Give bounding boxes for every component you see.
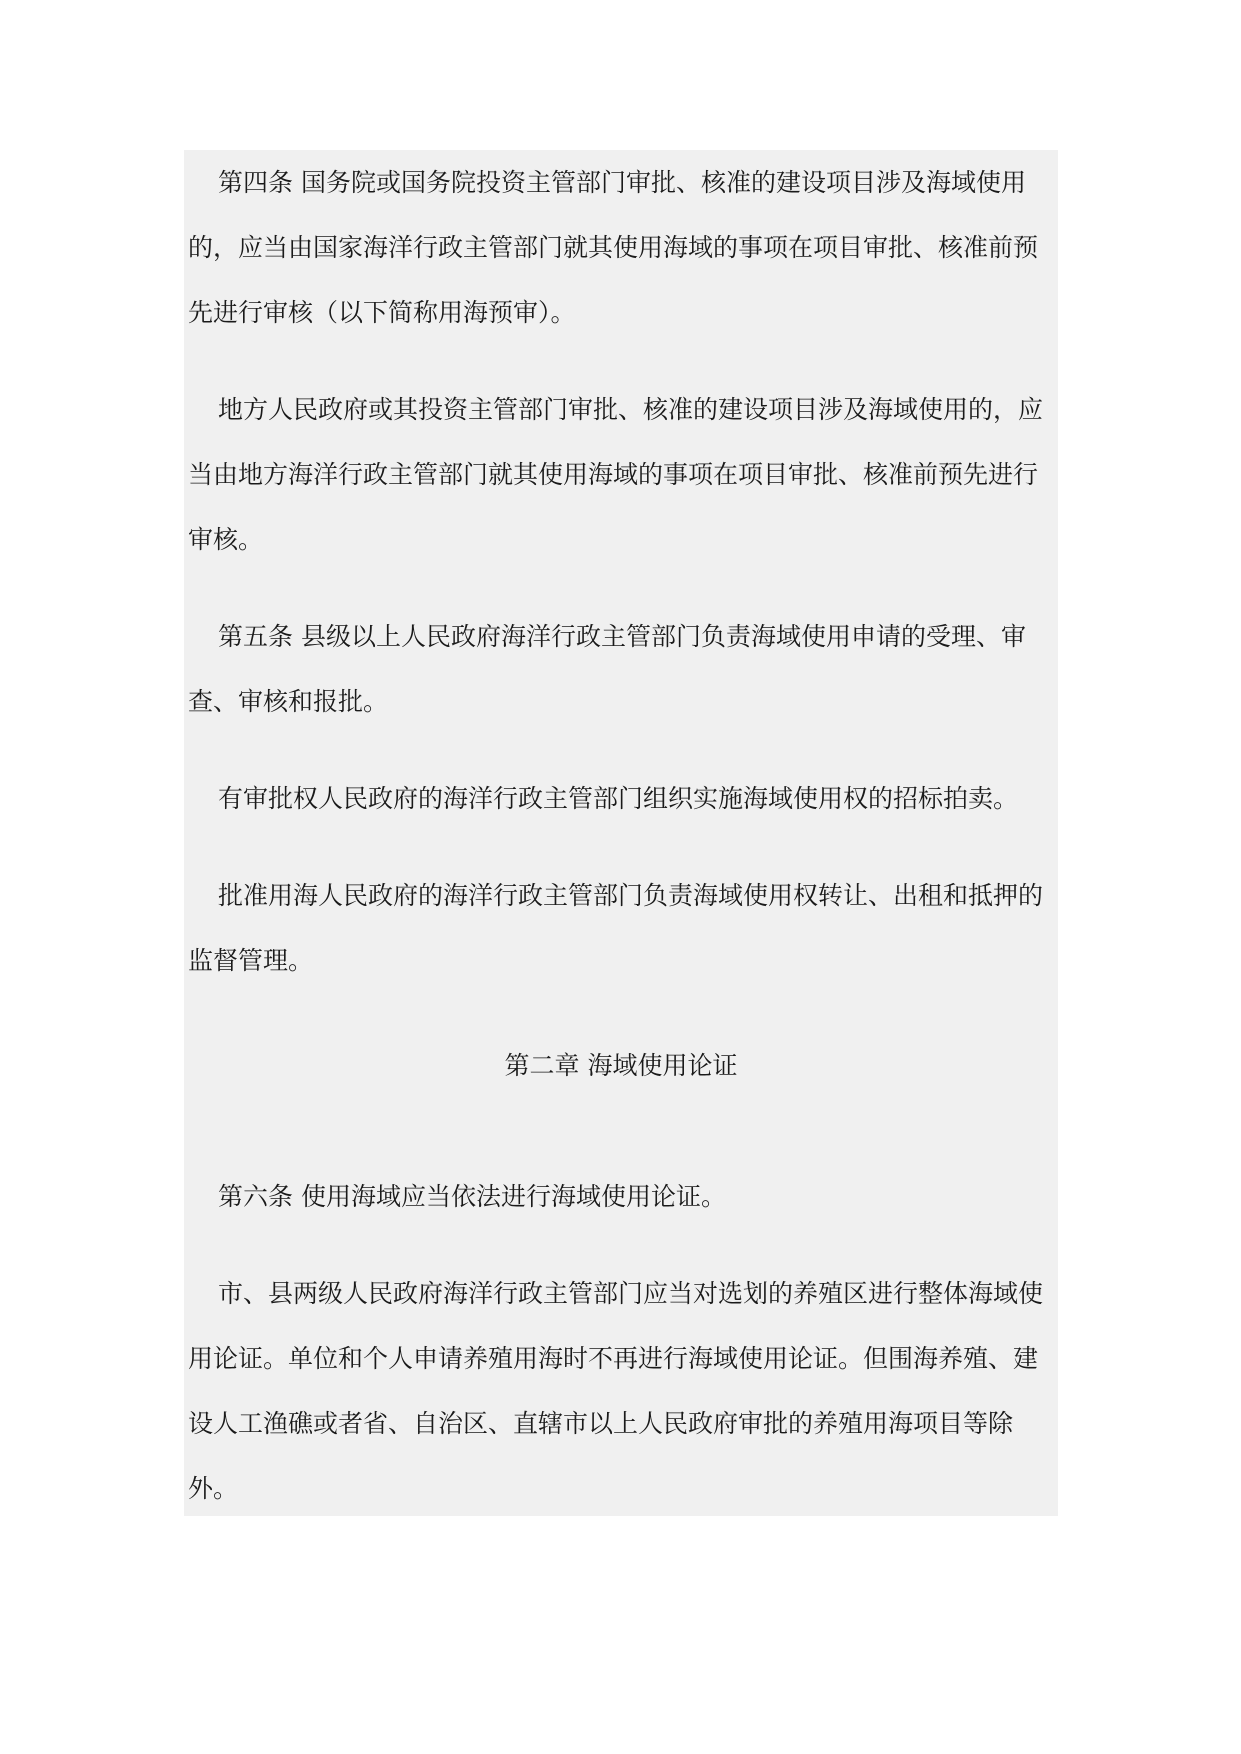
paragraph-gap [188,1229,1054,1261]
article-5-supervision-paragraph: 批准用海人民政府的海洋行政主管部门负责海域使用权转让、出租和抵押的监督管理。 [188,881,1044,975]
document-text-block [184,150,1058,1516]
article-5-bidding-paragraph: 有审批权人民政府的海洋行政主管部门组织实施海域使用权的招标拍卖。 [218,784,1019,813]
article-4-local-paragraph: 地方人民政府或其投资主管部门审批、核准的建设项目涉及海域使用的，应当由地方海洋行政主管部门就其使用海域的事项在项目审批、核准前预先进行审核。 [188,395,1044,554]
paragraph-gap [188,572,1054,604]
paragraph-gap [188,734,1054,766]
chapter-title: 第二章 海域使用论证 [504,1051,738,1080]
chapter-gap [188,1098,1054,1164]
article-4-paragraph: 第四条 国务院或国务院投资主管部门审批、核准的建设项目涉及海域使用的，应当由国家海洋行政主管部门就其使用海域的事项在项目审批、核准前预先进行审核（以下简称用海预审）。 [188,168,1039,327]
article-6-paragraph: 第六条 使用海域应当依法进行海域使用论证。 [218,1182,726,1211]
article-6-aquaculture-paragraph: 市、县两级人民政府海洋行政主管部门应当对选划的养殖区进行整体海域使用论证。单位和个人申请养殖用海时不再进行海域使用论证。但围海养殖、建设人工渔礁或者省、自治区、直辖市以上人民政府审批的养殖用海项目等除外。 [188,1279,1044,1503]
article-5-paragraph: 第五条 县级以上人民政府海洋行政主管部门负责海域使用申请的受理、审查、审核和报批。 [188,622,1026,716]
paragraph-gap [188,345,1054,377]
paragraph-gap [188,831,1054,863]
chapter-gap [188,993,1054,1033]
